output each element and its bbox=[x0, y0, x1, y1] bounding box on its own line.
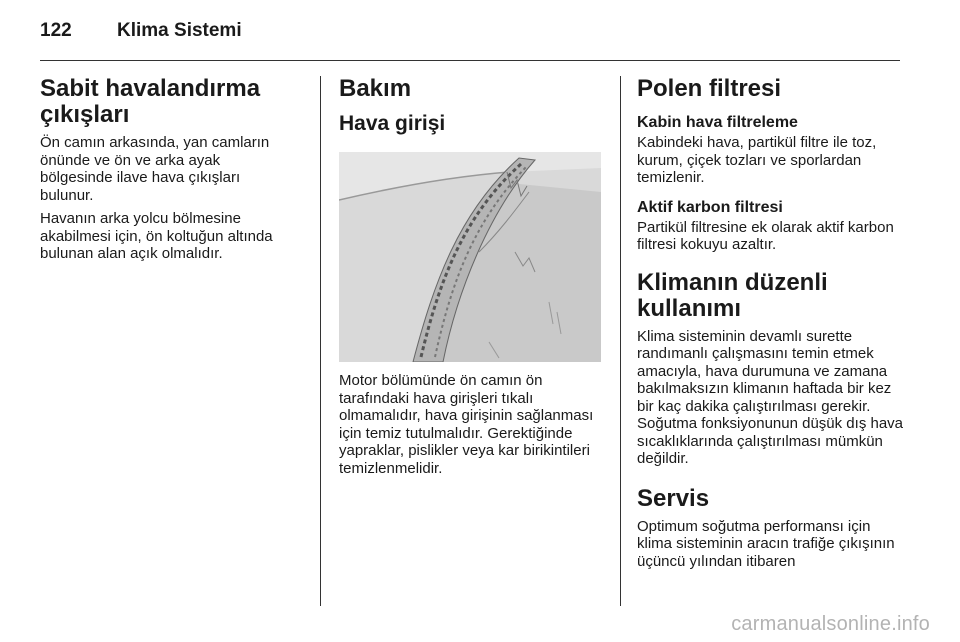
chapter-title: Klima Sistemi bbox=[117, 20, 242, 41]
vents-paragraph-1: Ön camın arkasında, yan camların önünde ve ön ve arka ayak bölgesinde ilave hava çıkışları bulunur. bbox=[40, 134, 270, 204]
subsection-title-air-intake: Hava girişi bbox=[339, 112, 446, 135]
heading-cabin-filter: Kabin hava filtreleme bbox=[637, 114, 798, 131]
column-divider-left bbox=[320, 76, 321, 606]
carbon-filter-paragraph: Partikül filtresine ek olarak aktif karbon filtresi kokuyu azaltır. bbox=[637, 218, 894, 253]
page-number: 122 bbox=[40, 20, 72, 41]
watermark: carmanualsonline.info bbox=[731, 613, 930, 635]
section-title-pollen-filter: Polen filtresi bbox=[637, 75, 782, 102]
section-title-vents: Sabit havalandırma çıkışları bbox=[40, 75, 261, 128]
middle-column bbox=[339, 76, 603, 477]
header-divider bbox=[40, 60, 900, 61]
air-intake-illustration bbox=[339, 152, 601, 362]
air-intake-paragraph: Motor bölümünde ön camın ön tarafındaki hava girişleri tıkalı olmamalıdır, hava girişinin sağlanması için temiz tutulmalıdır. Gerektiğinde yapraklar, pislikler veya kar birikintileri temizlenmelidir. bbox=[339, 372, 594, 477]
right-column bbox=[637, 76, 903, 570]
column-divider-right bbox=[620, 76, 621, 606]
service-paragraph: Optimum soğutma performansı için klima sisteminin aracın trafiğe çıkışının üçüncü yılından itibaren bbox=[637, 517, 895, 570]
left-column bbox=[40, 76, 296, 263]
section-title-service: Servis bbox=[637, 484, 710, 512]
cabin-filter-paragraph: Kabindeki hava, partikül filtre ile toz, kurum, çiçek tozları ve sporlardan temizlenir. bbox=[637, 134, 877, 186]
regular-use-paragraph: Klima sisteminin devamlı surette randımanlı çalışmasını temin etmek amacıyla, hava durumuna ve zamana bakılmaksızın klimanın haftada bir kez bir kaç dakika çalıştırılması gerekir. Soğutma fonksiyonunun düşük dış hava sıcaklıklarında çalıştırılması mümkün değildir. bbox=[637, 327, 904, 467]
section-title-regular-use: Klimanın düzenli kullanımı bbox=[637, 268, 828, 322]
heading-carbon-filter: Aktif karbon filtresi bbox=[637, 198, 783, 216]
vents-paragraph-2: Havanın arka yolcu bölmesine akabilmesi için, ön koltuğun altında bulunan alan açık olmalıdır. bbox=[40, 210, 273, 262]
section-title-maintenance: Bakım bbox=[339, 75, 412, 102]
